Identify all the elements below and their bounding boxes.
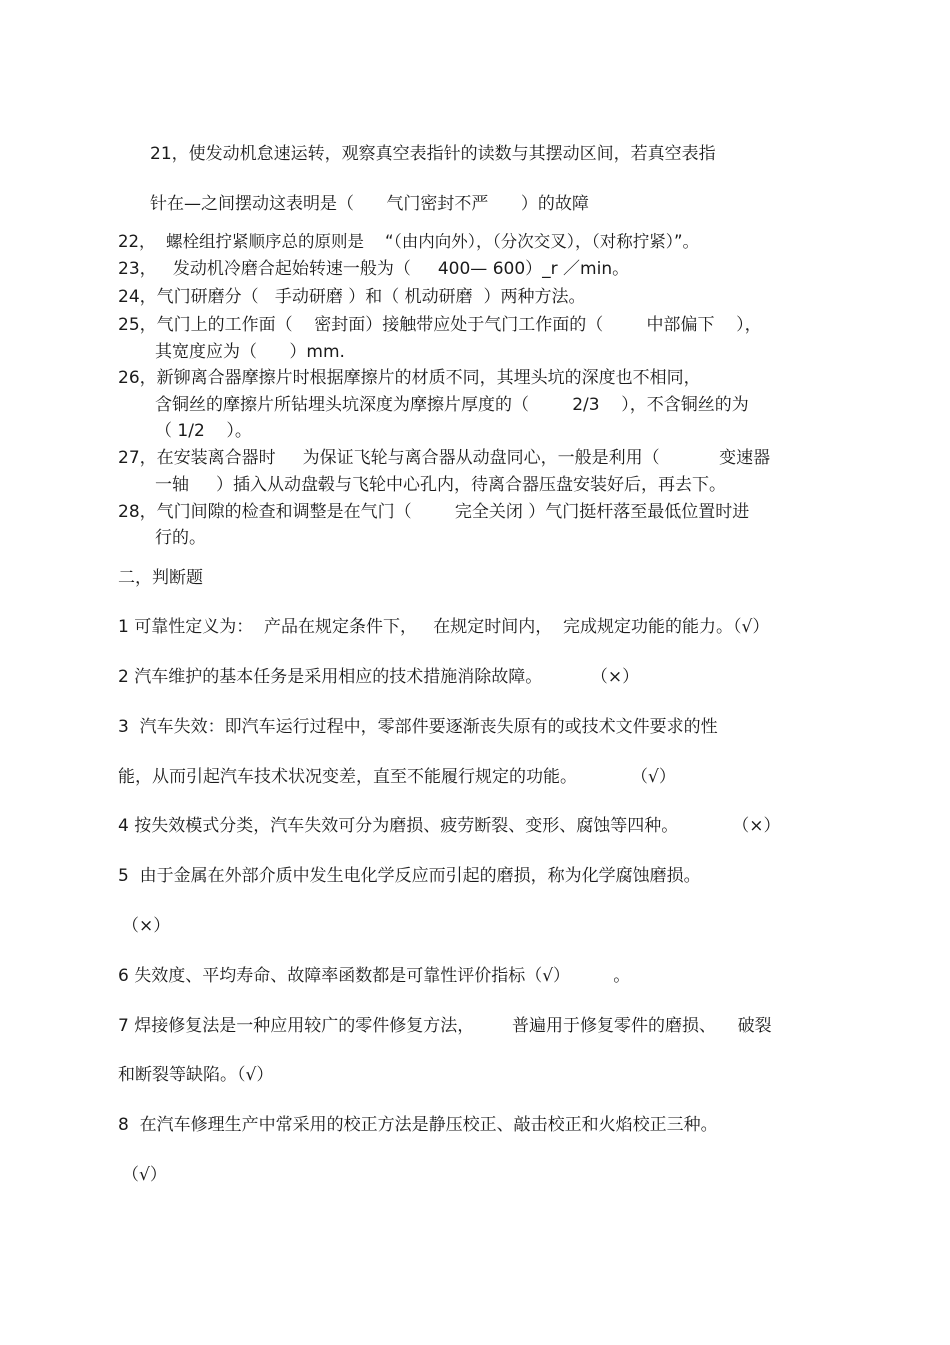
q26-line1: 26，新铆离合器摩擦片时根据摩擦片的材质不同，其埋头坑的深度也不相同， (118, 368, 701, 388)
q28-line2: 行的。 (155, 528, 206, 548)
j3-line1: 3 汽车失效：即汽车运行过程中，零部件要逐渐丧失原有的或技术文件要求的性 (118, 717, 718, 737)
q27-line1: 27，在安装离合器时 为保证飞轮与离合器从动盘同心，一般是利用（ 变速器 (118, 448, 771, 468)
j6-line: 6 失效度、平均寿命、故障率函数都是可靠性评价指标（√） 。 (118, 966, 631, 986)
j2-line: 2 汽车维护的基本任务是采用相应的技术措施消除故障。 （×） (118, 667, 640, 687)
j3-line2: 能，从而引起汽车技术状况变差，直至不能履行规定的功能。 （√） (118, 767, 676, 787)
q25-line2: 其宽度应为（ ）mm. (155, 342, 345, 362)
q25-line1: 25，气门上的工作面（ 密封面）接触带应处于气门工作面的（ 中部偏下 ）， (118, 315, 762, 335)
j5-line1: 5 由于金属在外部介质中发生电化学反应而引起的磨损，称为化学腐蚀磨损。 (118, 866, 701, 886)
q21-line2: 针在—之间摆动这表明是（ 气门密封不严 ）的故障 (150, 194, 589, 214)
q28-line1: 28，气门间隙的检查和调整是在气门（ 完全关闭 ）气门挺杆落至最低位置时进 (118, 502, 750, 522)
q26-line3: （ 1/2 ）。 (155, 421, 252, 441)
j1-line: 1 可靠性定义为： 产品在规定条件下， 在规定时间内， 完成规定功能的能力。（√） (118, 617, 770, 637)
q27-line2: 一轴 ）插入从动盘毂与飞轮中心孔内，待离合器压盘安装好后，再去下。 (155, 475, 727, 495)
q26-line2: 含铜丝的摩擦片所钻埋头坑深度为摩擦片厚度的（ 2/3 ），不含铜丝的为 (155, 395, 749, 415)
j4-line: 4 按失效模式分类，汽车失效可分为磨损、疲劳断裂、变形、腐蚀等四种。 （×） (118, 816, 781, 836)
j8-line1: 8 在汽车修理生产中常采用的校正方法是静压校正、敲击校正和火焰校正三种。 (118, 1115, 718, 1135)
j5-line2: （×） (122, 916, 171, 936)
section-title-judgement: 二，判断题 (118, 568, 203, 588)
q24-line: 24，气门研磨分（ 手动研磨 ）和（ 机动研磨 ）两种方法。 (118, 287, 586, 307)
j7-line2: 和断裂等缺陷。（√） (118, 1065, 274, 1085)
q22-line: 22， 螺栓组拧紧顺序总的原则是 “（由内向外），（分次交叉），（对称拧紧）”。 (118, 232, 700, 251)
q21-line1: 21，使发动机怠速运转，观察真空表指针的读数与其摆动区间，若真空表指 (150, 144, 716, 164)
q23-line: 23， 发动机冷磨合起始转速一般为（ 400— 600）_r ／min。 (118, 259, 630, 279)
j7-line1: 7 焊接修复法是一种应用较广的零件修复方法， 普遍用于修复零件的磨损、 破裂 (118, 1016, 772, 1036)
j8-line2: （√） (122, 1165, 167, 1185)
